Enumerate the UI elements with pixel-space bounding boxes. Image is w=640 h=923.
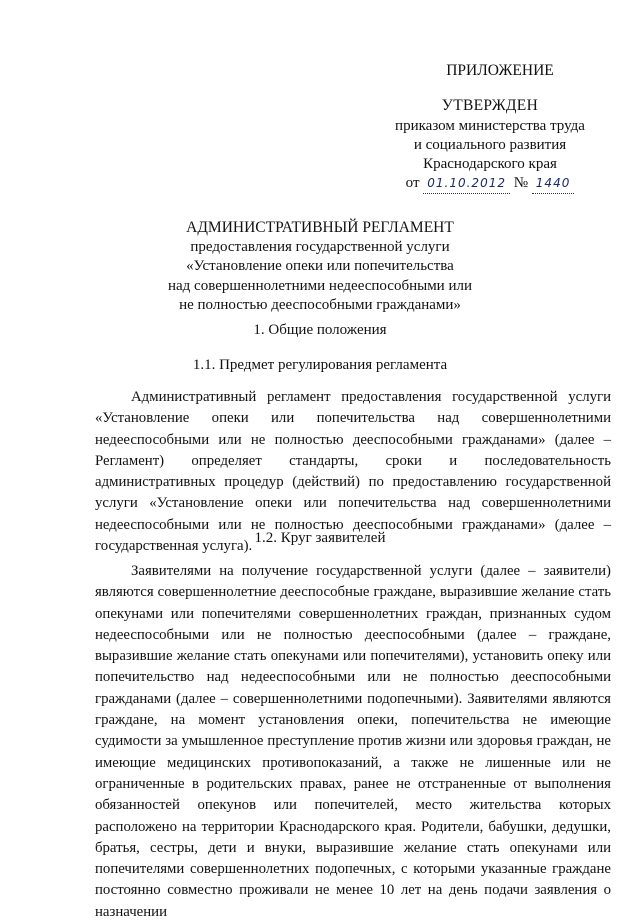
title-line-1: предоставления государственной услуги (190, 238, 450, 255)
subject-paragraph: Административный регламент предоставления государственной услуги «Установление опеки или попечительства над совершеннолетними недееспособными или не полностью дееспособными гражданами» (далее – Регламент) определяет стандарты, сроки и последовательность административных процедур (действий) по предоставлению государственной услуги «Установление опеки или попечительства над совершеннолетними недееспособными или не полностью дееспособными гражданами» (далее – государственная услуга). (95, 389, 611, 555)
appendix-label: ПРИЛОЖЕНИЕ (446, 62, 554, 79)
approved-label: УТВЕРЖДЕН (441, 97, 539, 114)
document-title (40, 218, 600, 316)
title-line-2: «Установление опеки или попечительства (186, 258, 454, 274)
section-subject-heading: 1.1. Предмет регулирования регламента (192, 357, 448, 373)
title-main: АДМИНИСТРАТИВНЫЙ РЕГЛАМЕНТ (186, 219, 454, 236)
title-line-4: не полностью дееспособными гражданами» (179, 297, 461, 313)
section-applicants-heading: 1.2. Круг заявителей (254, 530, 386, 546)
section-general-heading: 1. Общие положения (253, 322, 387, 338)
order-number-label: № (513, 175, 529, 191)
title-line-3: над совершеннолетними недееспособными или (167, 277, 473, 294)
order-line-3: Краснодарского края (423, 156, 557, 172)
order-line-1: приказом министерства труда (395, 118, 585, 134)
order-line-2: и социального развития (413, 137, 567, 153)
order-date-handwritten: 01.10.2012 (423, 174, 510, 194)
applicants-paragraph: Заявителями на получение государственной услуги (далее – заявители) являются совершеннолетние дееспособные граждане, выразившие желание стать опекунами или попечителями совершеннолетних граждан, признанных судом недееспособными или не полностью дееспособными (далее – граждане, выразившие желание стать опекунами или попечителями), установить опеку или попечительство над недееспособными или не полностью дееспособными гражданами (далее – совершеннолетними подопечными). Заявителями являются граждане, на момент установления опеки, попечительства не имеющие судимости за умышленное преступление против жизни или здоровья граждан, не имеющие медицинских противопоказаний, а также не лишенные или не ограниченные в родительских правах, ранее не отстраненные от выполнения обязанностей опекунов или попечителей, место жительства которых расположено на территории Краснодарского края. Родители, бабушки, дедушки, братья, сестры, дети и внуки, выразившие желание стать опекунами или попечителями совершеннолетних подопечных, с которыми указанные граждане постоянно совместно проживали не менее 10 лет на день подачи заявления о назначении (95, 563, 611, 920)
approval-block (370, 96, 610, 194)
order-date-number (370, 174, 610, 194)
order-prefix: от (405, 175, 420, 191)
order-number-handwritten: 1440 (532, 174, 575, 194)
